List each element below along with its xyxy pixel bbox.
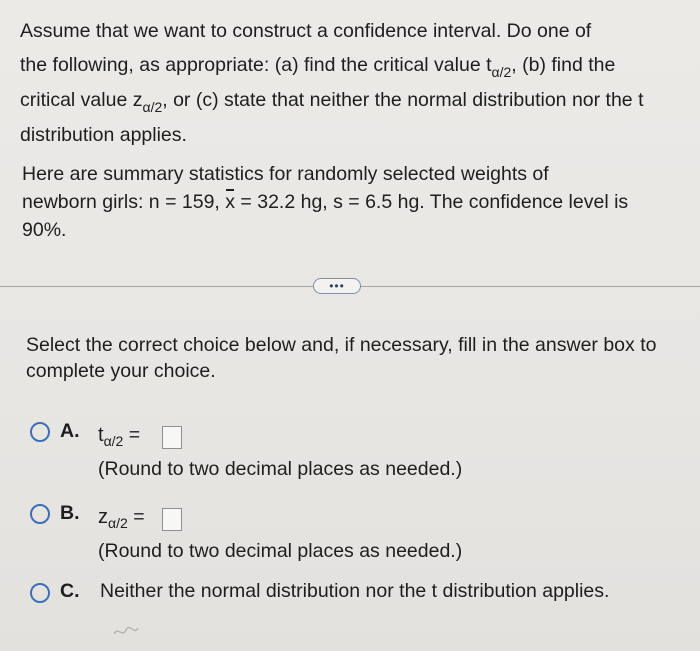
instructions-line-2-text: complete your choice. xyxy=(26,360,216,382)
problem-statement xyxy=(20,14,700,152)
choice-b-subscript: α/2 xyxy=(108,515,128,531)
choice-a-letter: A. xyxy=(60,420,80,442)
choice-a-note: (Round to two decimal places as needed.) xyxy=(98,458,463,480)
expand-more-button[interactable] xyxy=(313,278,361,294)
x-bar-symbol: x xyxy=(225,188,235,216)
choice-c-text: Neither the normal distribution nor the t distribution applies. xyxy=(100,580,610,602)
problem-line-1 xyxy=(20,14,700,48)
instructions-line-2 xyxy=(26,358,696,384)
choice-a-variable: t xyxy=(98,424,104,446)
choice-b-answer-box[interactable] xyxy=(162,508,182,531)
t-alpha-subscript: α/2 xyxy=(491,64,512,80)
stats-line-3 xyxy=(22,216,682,244)
choice-a-subscript: α/2 xyxy=(103,433,124,449)
choice-b-letter: B. xyxy=(60,502,80,524)
problem-line-3 xyxy=(20,83,700,118)
stats-line-2-tail: = 32.2 hg, s = 6.5 hg. The confidence level is xyxy=(235,191,629,213)
choice-b-note: (Round to two decimal places as needed.) xyxy=(98,540,463,562)
confidence-level: 90%. xyxy=(22,219,67,241)
problem-line-2-text: the following, as appropriate: (a) find the critical value t xyxy=(20,54,492,76)
choice-a-equals: = xyxy=(123,424,141,446)
instructions-line-1 xyxy=(26,332,696,358)
stats-line-2-text: newborn girls: n = 159, xyxy=(22,191,226,213)
problem-line-2-tail: , (b) find the xyxy=(511,54,616,76)
summary-statistics xyxy=(22,160,682,244)
choice-c-radio[interactable] xyxy=(30,583,50,603)
stats-line-1 xyxy=(22,160,682,188)
problem-line-3-text: critical value z xyxy=(20,89,143,111)
choice-c[interactable] xyxy=(30,580,670,608)
pen-scribble-mark xyxy=(112,622,152,642)
stats-line-2 xyxy=(22,188,682,216)
choice-a-answer-box[interactable] xyxy=(162,426,182,449)
choice-a-equation xyxy=(98,424,140,447)
problem-line-2 xyxy=(20,48,700,83)
choice-c-letter: C. xyxy=(60,580,80,602)
stats-line-1-text: Here are summary statistics for randomly selected weights of xyxy=(22,163,549,185)
choice-b-variable: z xyxy=(98,506,108,528)
choice-b-equals: = xyxy=(127,506,145,528)
choice-a-radio[interactable] xyxy=(30,422,50,442)
answer-instructions xyxy=(26,332,696,384)
choice-b-equation xyxy=(98,506,145,529)
choice-b[interactable] xyxy=(30,502,670,562)
problem-line-4 xyxy=(20,118,700,152)
choice-b-radio[interactable] xyxy=(30,504,50,524)
problem-line-4-text: distribution applies. xyxy=(20,124,187,146)
problem-line-1-text: Assume that we want to construct a confidence interval. Do one of xyxy=(20,20,592,42)
z-alpha-subscript: α/2 xyxy=(142,99,163,115)
problem-line-3-tail: , or (c) state that neither the normal distribution nor the t xyxy=(162,89,644,111)
ellipsis-icon: ••• xyxy=(329,279,345,293)
instructions-line-1-text: Select the correct choice below and, if necessary, fill in the answer box to xyxy=(26,334,657,356)
choice-a[interactable] xyxy=(30,420,670,480)
